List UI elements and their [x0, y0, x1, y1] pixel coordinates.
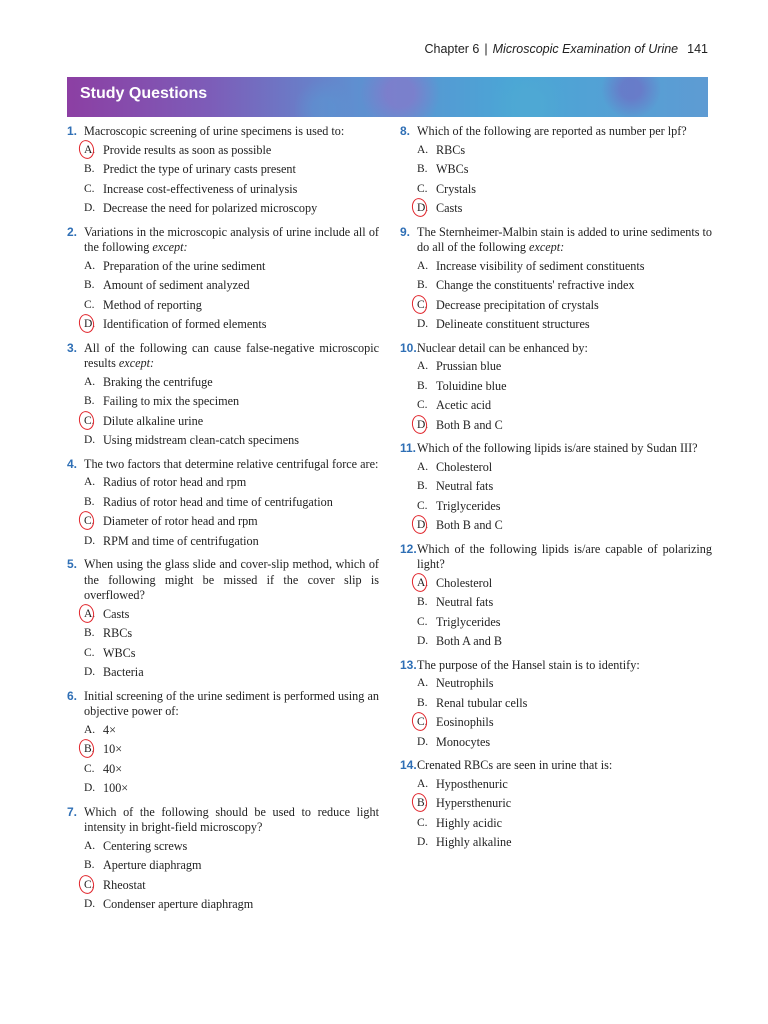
question: [67, 457, 379, 554]
answer-option: [84, 897, 379, 917]
question-text: The Sternheimer-Malbin stain is added to urine sediments to do all of the following: [417, 224, 712, 254]
option-letter: B.: [417, 163, 428, 175]
answer-option: [417, 835, 712, 855]
option-letter: C.: [84, 762, 95, 775]
answer-option: [84, 665, 379, 685]
option-letter: B.: [417, 696, 428, 709]
option-letter: B.: [417, 596, 428, 608]
question: [67, 225, 379, 337]
answer-option: [417, 735, 712, 755]
answer-option: [84, 723, 379, 743]
option-text: 4×: [103, 722, 116, 737]
answer-options: [417, 676, 712, 754]
question-stem: [417, 341, 712, 357]
option-letter: A.: [417, 360, 429, 372]
option-text: Centering screws: [103, 838, 188, 853]
option-letter: C.: [417, 816, 428, 829]
answer-option: [417, 460, 712, 480]
answer-option: [84, 858, 379, 878]
option-text: Neutrophils: [436, 676, 494, 690]
question-stem: [84, 557, 379, 604]
option-letter: B.: [84, 395, 95, 407]
question: [400, 658, 712, 755]
option-text: Using midstream clean-catch specimens: [103, 433, 299, 447]
option-text: Cholesterol: [436, 459, 493, 474]
option-letter: B.: [84, 279, 95, 291]
answer-option: [84, 762, 379, 782]
answer-option: [417, 479, 712, 499]
option-text: Change the constituents' refractive index: [436, 278, 635, 292]
question-number: 14.: [400, 758, 417, 772]
question-number: 10.: [400, 340, 417, 355]
question: [67, 124, 379, 221]
option-text: Both B and C: [436, 417, 503, 432]
question: [67, 557, 379, 685]
answer-options: [417, 359, 712, 437]
question-stem: [417, 758, 712, 774]
option-text: Monocytes: [436, 734, 491, 749]
option-text: Amount of sediment analyzed: [103, 278, 250, 292]
option-text: Aperture diaphragm: [103, 858, 202, 872]
option-letter: B.: [84, 859, 95, 871]
option-text: RBCs: [103, 626, 133, 640]
answer-option: [417, 816, 712, 836]
option-text: Bacteria: [103, 665, 144, 679]
option-text: Radius of rotor head and time of centrifugation: [103, 494, 333, 509]
answer-option: [84, 878, 379, 898]
option-text: Renal tubular cells: [436, 695, 528, 710]
option-text: Eosinophils: [436, 715, 494, 729]
option-text: Toluidine blue: [436, 378, 507, 393]
question-stem: [84, 124, 379, 140]
question-except: except:: [152, 240, 188, 254]
answer-option: [417, 278, 712, 298]
question-number: 12.: [400, 541, 417, 556]
question-text: Crenated RBCs are seen in urine that is:: [417, 758, 613, 772]
option-letter: C.: [417, 298, 428, 311]
option-letter: D.: [84, 534, 96, 547]
option-text: 100×: [103, 781, 129, 795]
answer-option: [84, 201, 379, 221]
option-text: Neutral fats: [436, 479, 494, 493]
option-text: Cholesterol: [436, 575, 493, 590]
option-letter: D.: [84, 666, 96, 678]
option-letter: A.: [84, 607, 96, 620]
answer-option: [84, 414, 379, 434]
option-letter: B.: [84, 163, 95, 175]
answer-option: [417, 398, 712, 418]
option-text: RPM and time of centrifugation: [103, 533, 259, 548]
page-number: 141: [687, 42, 708, 56]
question: [400, 758, 712, 855]
answer-option: [84, 646, 379, 666]
option-letter: A.: [84, 259, 96, 272]
option-letter: C.: [84, 515, 95, 527]
answer-option: [417, 143, 712, 163]
answer-option: [84, 182, 379, 202]
option-letter: A.: [417, 259, 429, 272]
answer-options: [84, 259, 379, 337]
option-letter: C.: [417, 399, 428, 411]
option-letter: C.: [84, 878, 95, 891]
question-number: 4.: [67, 456, 78, 471]
answer-option: [84, 143, 379, 163]
answer-options: [417, 777, 712, 855]
option-text: Radius of rotor head and rpm: [103, 475, 247, 489]
option-text: Casts: [436, 201, 463, 215]
question-number: 8.: [400, 124, 411, 138]
answer-option: [417, 418, 712, 438]
option-text: Highly alkaline: [436, 835, 512, 849]
question-stem: [417, 124, 712, 140]
option-letter: A.: [84, 375, 96, 388]
answer-option: [417, 259, 712, 279]
option-text: Delineate constituent structures: [436, 317, 590, 331]
option-text: 10×: [103, 742, 123, 756]
question: [400, 441, 712, 538]
answer-option: [417, 298, 712, 318]
answer-option: [417, 676, 712, 696]
question-stem: [84, 225, 379, 256]
question-text: Which of the following should be used to reduce light intensity in bright-field microscopy?: [84, 804, 379, 834]
option-text: WBCs: [103, 645, 136, 660]
answer-option: [417, 595, 712, 615]
answer-option: [417, 359, 712, 379]
option-text: Highly acidic: [436, 815, 502, 830]
option-text: Failing to mix the specimen: [103, 394, 240, 408]
answer-option: [417, 615, 712, 635]
question-text: The purpose of the Hansel stain is to identify:: [417, 657, 640, 672]
question: [67, 341, 379, 453]
chapter-label: Chapter 6: [424, 42, 480, 56]
question-number: 13.: [400, 657, 417, 672]
option-letter: C.: [417, 182, 428, 195]
option-letter: D.: [84, 318, 96, 330]
answer-option: [84, 534, 379, 554]
answer-options: [417, 143, 712, 221]
answer-option: [417, 696, 712, 716]
option-letter: C.: [84, 646, 95, 659]
answer-option: [84, 317, 379, 337]
option-letter: D.: [417, 318, 429, 330]
option-text: WBCs: [436, 162, 469, 176]
option-text: Diameter of rotor head and rpm: [103, 514, 258, 528]
option-letter: C.: [417, 499, 428, 512]
option-text: Condenser aperture diaphragm: [103, 897, 254, 911]
question-stem: [84, 341, 379, 372]
answer-option: [84, 394, 379, 414]
option-letter: C.: [417, 615, 428, 628]
answer-option: [417, 182, 712, 202]
option-letter: B.: [417, 797, 428, 809]
question-stem: [417, 658, 712, 674]
option-letter: A.: [417, 460, 429, 473]
option-text: Hyposthenuric: [436, 776, 508, 791]
answer-option: [84, 742, 379, 762]
question: [400, 225, 712, 337]
answer-options: [84, 475, 379, 553]
question: [400, 341, 712, 438]
option-letter: A.: [84, 839, 96, 852]
option-letter: D.: [417, 836, 429, 848]
answer-option: [417, 317, 712, 337]
question-text: The two factors that determine relative centrifugal force are:: [84, 456, 379, 471]
option-text: Braking the centrifuge: [103, 374, 213, 389]
answer-options: [84, 839, 379, 917]
answer-options: [417, 576, 712, 654]
answer-option: [84, 495, 379, 515]
option-text: Prussian blue: [436, 359, 502, 373]
answer-option: [417, 379, 712, 399]
option-letter: C.: [84, 182, 95, 195]
option-text: Predict the type of urinary casts present: [103, 162, 296, 176]
answer-options: [84, 375, 379, 453]
question-number: 3.: [67, 340, 78, 355]
question-stem: [84, 805, 379, 836]
chapter-title: Microscopic Examination of Urine: [492, 42, 679, 56]
option-letter: D.: [84, 434, 96, 446]
option-text: Method of reporting: [103, 297, 202, 312]
option-letter: D.: [84, 202, 96, 214]
question-stem: [84, 457, 379, 473]
answer-option: [84, 433, 379, 453]
question-number: 1.: [67, 124, 78, 138]
option-letter: D.: [417, 519, 429, 531]
option-text: Both A and B: [436, 634, 503, 648]
option-letter: B.: [417, 279, 428, 291]
question: [67, 805, 379, 917]
option-letter: B.: [84, 495, 95, 508]
question-number: 5.: [67, 557, 78, 571]
answer-options: [417, 259, 712, 337]
option-letter: D.: [84, 898, 96, 910]
option-text: Increase visibility of sediment constituents: [436, 258, 645, 273]
right-column: [400, 124, 712, 859]
answer-option: [84, 162, 379, 182]
option-letter: A.: [417, 143, 429, 156]
answer-options: [417, 460, 712, 538]
question: [400, 124, 712, 221]
option-letter: D.: [417, 735, 429, 748]
option-letter: C.: [84, 414, 95, 427]
question: [67, 689, 379, 801]
question-except: except:: [118, 356, 155, 370]
option-letter: A.: [84, 143, 96, 156]
option-letter: D.: [417, 418, 429, 431]
option-text: Decrease precipitation of crystals: [436, 297, 599, 312]
option-letter: A.: [417, 576, 429, 589]
option-text: Triglycerides: [436, 498, 501, 513]
option-text: Hypersthenuric: [436, 796, 512, 810]
question-text: Which of the following are reported as number per lpf?: [417, 124, 687, 138]
option-text: Both B and C: [436, 518, 503, 532]
question-text: Which of the following lipids is/are stained by Sudan III?: [417, 441, 698, 455]
answer-option: [417, 201, 712, 221]
question-text: Initial screening of the urine sediment is performed using an objective power of:: [84, 688, 379, 718]
question-text: Which of the following lipids is/are capable of polarizing light?: [417, 541, 712, 571]
option-text: Increase cost-effectiveness of urinalysis: [103, 181, 298, 196]
option-letter: D.: [84, 782, 96, 794]
question-text: All of the following can cause false-negative microscopic results: [84, 340, 379, 370]
answer-options: [84, 607, 379, 685]
option-text: Dilute alkaline urine: [103, 413, 204, 428]
answer-option: [417, 499, 712, 519]
question-text: Macroscopic screening of urine specimens is used to:: [84, 124, 345, 138]
option-letter: A.: [417, 777, 429, 790]
answer-option: [84, 839, 379, 859]
question-text: When using the glass slide and cover-slip method, which of the following might be missed if the cover slip is overflowed?: [84, 557, 379, 602]
answer-option: [84, 626, 379, 646]
answer-options: [84, 723, 379, 801]
question-number: 9.: [400, 224, 411, 239]
option-text: Casts: [103, 606, 130, 621]
option-letter: B.: [417, 379, 428, 392]
answer-option: [84, 375, 379, 395]
answer-option: [84, 278, 379, 298]
option-text: Neutral fats: [436, 595, 494, 609]
option-text: RBCs: [436, 142, 466, 157]
running-head: [424, 42, 708, 56]
section-banner: [67, 77, 708, 117]
question-text: Variations in the microscopic analysis of urine include all of the following: [84, 224, 379, 254]
option-letter: C.: [84, 298, 95, 311]
option-text: Rheostat: [103, 877, 146, 892]
question-number: 7.: [67, 804, 78, 819]
answer-options: [84, 143, 379, 221]
answer-option: [417, 634, 712, 654]
question-stem: [84, 689, 379, 720]
option-text: 40×: [103, 761, 123, 776]
option-letter: C.: [417, 716, 428, 728]
option-letter: A.: [417, 677, 429, 689]
header-separator: |: [484, 42, 488, 56]
option-text: Decrease the need for polarized microscopy: [103, 201, 318, 215]
answer-option: [417, 162, 712, 182]
option-letter: B.: [84, 627, 95, 639]
answer-option: [417, 518, 712, 538]
option-letter: A.: [84, 723, 96, 736]
option-letter: A.: [84, 476, 96, 488]
question-stem: [417, 542, 712, 573]
answer-option: [84, 298, 379, 318]
answer-option: [417, 796, 712, 816]
left-column: [67, 124, 379, 921]
question-text: Nuclear detail can be enhanced by:: [417, 340, 588, 355]
option-text: Triglycerides: [436, 614, 501, 629]
option-letter: D.: [417, 635, 429, 647]
option-letter: D.: [417, 202, 429, 214]
question-stem: [417, 441, 712, 457]
question-number: 11.: [400, 441, 417, 455]
answer-option: [84, 607, 379, 627]
option-text: Identification of formed elements: [103, 317, 267, 331]
question-number: 2.: [67, 224, 78, 239]
option-text: Preparation of the urine sediment: [103, 258, 266, 273]
question-number: 6.: [67, 688, 78, 703]
question-stem: [417, 225, 712, 256]
answer-option: [84, 259, 379, 279]
answer-option: [84, 514, 379, 534]
option-letter: B.: [84, 743, 95, 755]
option-letter: B.: [417, 480, 428, 492]
section-title: Study Questions: [80, 85, 208, 102]
question: [400, 542, 712, 654]
answer-option: [417, 715, 712, 735]
option-text: Crystals: [436, 181, 476, 196]
option-text: Acetic acid: [436, 398, 492, 412]
answer-option: [84, 475, 379, 495]
answer-option: [417, 576, 712, 596]
answer-option: [417, 777, 712, 797]
option-text: Provide results as soon as possible: [103, 142, 272, 157]
answer-option: [84, 781, 379, 801]
question-except: except:: [529, 240, 565, 254]
